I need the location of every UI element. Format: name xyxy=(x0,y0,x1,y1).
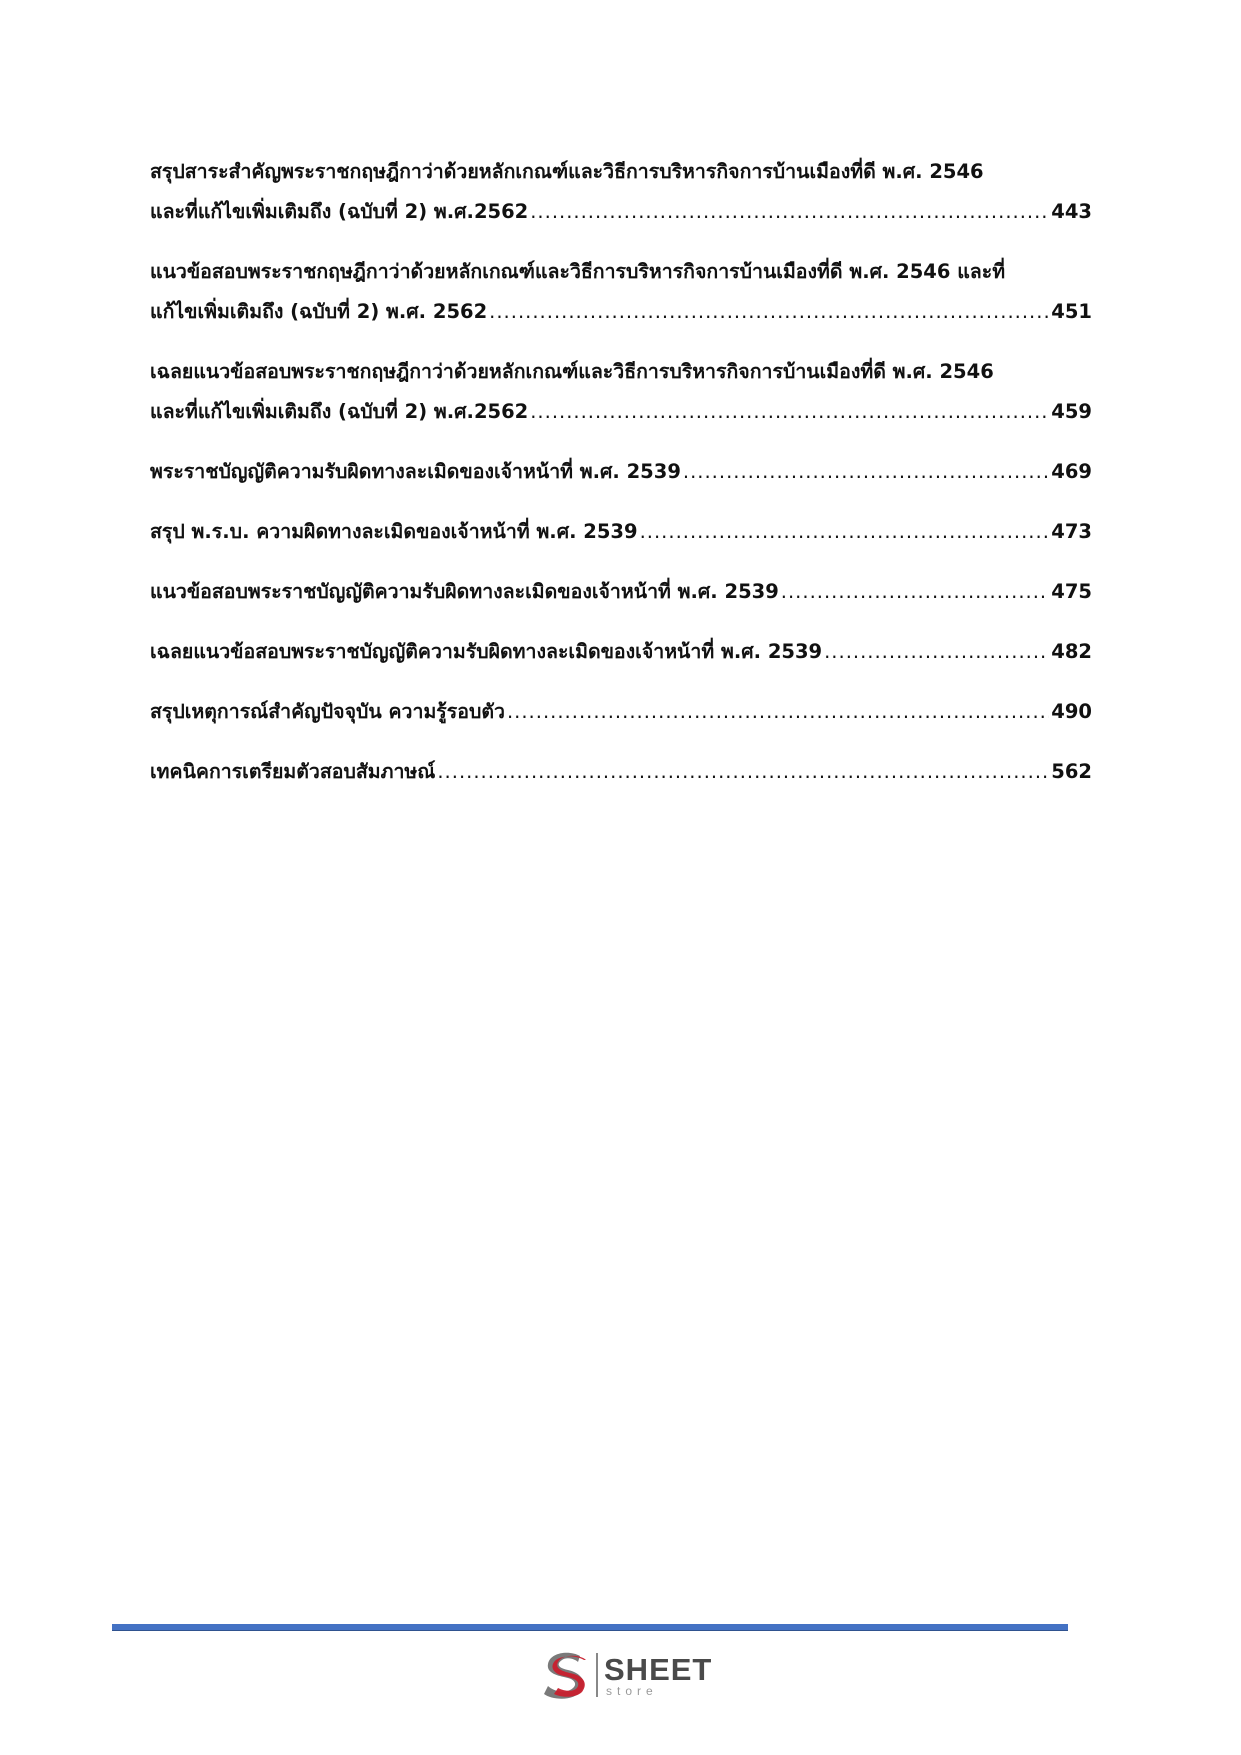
toc-entry-title-continued: และที่แก้ไขเพิ่มเติมถึง (ฉบับที่ 2) พ.ศ.2562 xyxy=(150,200,529,223)
footer-divider xyxy=(112,1624,1068,1631)
sheet-store-s-logo-icon xyxy=(540,1650,592,1700)
logo-subword: store xyxy=(606,1683,658,1698)
toc-entry[interactable] xyxy=(150,252,1092,332)
toc-entry-title: เฉลยแนวข้อสอบพระราชกฤษฎีกาว่าด้วยหลักเกณฑ์และวิธีการบริหารกิจการบ้านเมืองที่ดี พ.ศ. 2546 xyxy=(150,360,994,383)
toc-entry-line xyxy=(150,452,1092,492)
toc-entry[interactable] xyxy=(150,352,1092,432)
toc-page-number: 490 xyxy=(1051,700,1092,723)
toc-page-number: 459 xyxy=(1051,400,1092,423)
sheet-store-logo xyxy=(540,1650,712,1700)
toc-entry-title: แนวข้อสอบพระราชกฤษฎีกาว่าด้วยหลักเกณฑ์และวิธีการบริหารกิจการบ้านเมืองที่ดี พ.ศ. 2546 และที่ xyxy=(150,260,1006,283)
logo-word: SHEET xyxy=(604,1651,713,1687)
logo-divider xyxy=(596,1653,598,1697)
toc-entry-title-continued: แก้ไขเพิ่มเติมถึง (ฉบับที่ 2) พ.ศ. 2562 xyxy=(150,300,488,323)
dot-leader xyxy=(489,292,1049,332)
dot-leader xyxy=(437,752,1049,792)
toc-entry[interactable] xyxy=(150,752,1092,792)
toc-entry-line xyxy=(150,752,1092,792)
toc-entry-title: พระราชบัญญัติความรับผิดทางละเมิดของเจ้าหน้าที่ พ.ศ. 2539 xyxy=(150,460,681,483)
toc-entry[interactable] xyxy=(150,572,1092,612)
toc-entry-title-line-1 xyxy=(150,252,1092,292)
toc-page-number: 473 xyxy=(1051,520,1092,543)
toc-page-number: 475 xyxy=(1051,580,1092,603)
dot-leader xyxy=(640,512,1050,552)
toc-entry-title: แนวข้อสอบพระราชบัญญัติความรับผิดทางละเมิดของเจ้าหน้าที่ พ.ศ. 2539 xyxy=(150,580,779,603)
toc-entry-line xyxy=(150,692,1092,732)
toc-entry-line xyxy=(150,512,1092,552)
toc-entry-title: เทคนิคการเตรียมตัวสอบสัมภาษณ์ xyxy=(150,760,436,783)
toc-entry-title-continued: และที่แก้ไขเพิ่มเติมถึง (ฉบับที่ 2) พ.ศ.2562 xyxy=(150,400,529,423)
toc-page-number: 562 xyxy=(1051,760,1092,783)
toc-entry-line xyxy=(150,632,1092,672)
toc-page-number: 443 xyxy=(1051,200,1092,223)
toc-entry[interactable] xyxy=(150,452,1092,492)
dot-leader xyxy=(781,572,1050,612)
toc-entry[interactable] xyxy=(150,692,1092,732)
toc-entry-title-line-1 xyxy=(150,352,1092,392)
toc-entry-title-line-2 xyxy=(150,292,1092,332)
toc-entry-title: สรุปสาระสำคัญพระราชกฤษฎีกาว่าด้วยหลักเกณฑ์และวิธีการบริหารกิจการบ้านเมืองที่ดี พ.ศ. 2546 xyxy=(150,160,984,183)
toc-page-number: 451 xyxy=(1051,300,1092,323)
dot-leader xyxy=(530,192,1049,232)
table-of-contents xyxy=(150,152,1092,812)
toc-entry-title: เฉลยแนวข้อสอบพระราชบัญญัติความรับผิดทางละเมิดของเจ้าหน้าที่ พ.ศ. 2539 xyxy=(150,640,823,663)
toc-page-number: 469 xyxy=(1051,460,1092,483)
toc-entry-line xyxy=(150,572,1092,612)
toc-entry-title-line-2 xyxy=(150,392,1092,432)
dot-leader xyxy=(530,392,1049,432)
toc-entry-title-line-2 xyxy=(150,192,1092,232)
dot-leader xyxy=(683,452,1049,492)
toc-entry-title-line-1 xyxy=(150,152,1092,192)
logo-wordmark xyxy=(604,1651,713,1698)
toc-entry-title: สรุปเหตุการณ์สำคัญปัจจุบัน ความรู้รอบตัว xyxy=(150,700,505,723)
toc-entry[interactable] xyxy=(150,152,1092,232)
toc-entry-title: สรุป พ.ร.บ. ความผิดทางละเมิดของเจ้าหน้าที่ พ.ศ. 2539 xyxy=(150,520,638,543)
dot-leader xyxy=(824,632,1049,672)
dot-leader xyxy=(507,692,1049,732)
toc-entry[interactable] xyxy=(150,632,1092,672)
toc-entry[interactable] xyxy=(150,512,1092,552)
toc-page-number: 482 xyxy=(1051,640,1092,663)
